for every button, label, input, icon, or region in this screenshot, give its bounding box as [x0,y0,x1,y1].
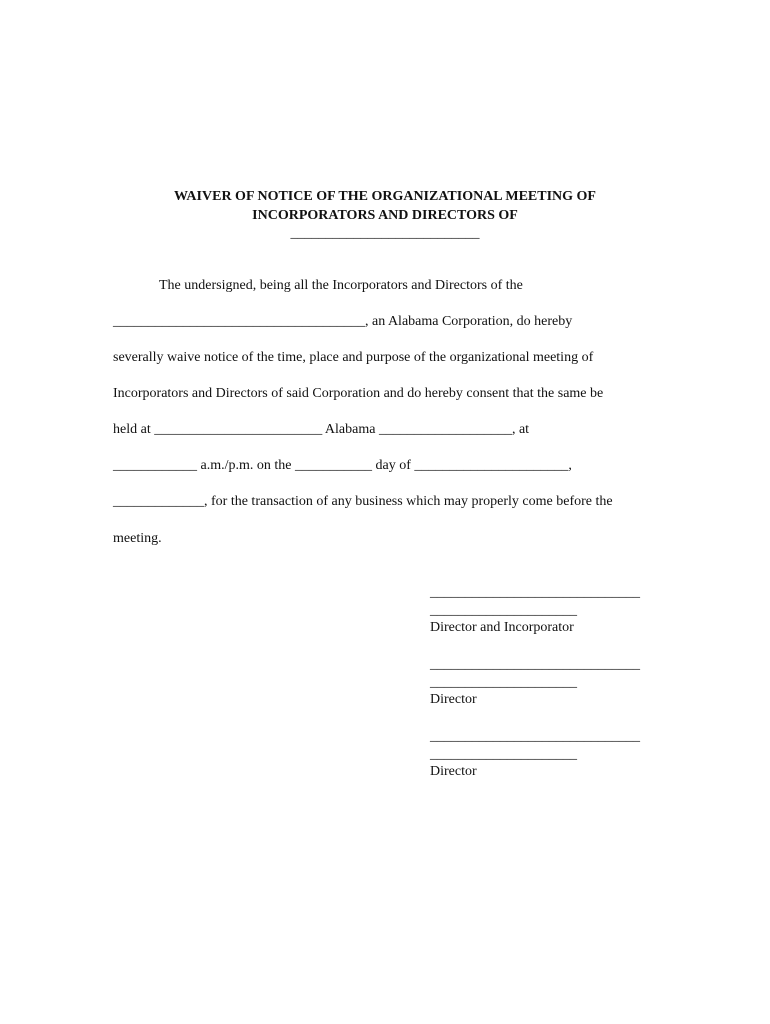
signature-role: Director [430,692,477,707]
signature-line: _____________________ [430,747,577,762]
body-paragraph-line: held at ________________________ Alabama ___________________, at [113,422,530,437]
body-paragraph-line: severally waive notice of the time, place and purpose of the organizational meeting of [113,350,594,365]
signature-line: _____________________ [430,675,577,690]
signature-line: _____________________ [430,603,577,618]
signature-line: ______________________________ [430,657,640,672]
body-paragraph-line: The undersigned, being all the Incorporators and Directors of the [159,278,523,293]
corporation-name-blank: ___________________________ [290,226,480,241]
body-paragraph-line: Incorporators and Directors of said Corporation and do hereby consent that the same be [113,386,604,401]
document-title-line-1: WAIVER OF NOTICE OF THE ORGANIZATIONAL MEETING OF [173,189,596,204]
signature-line: ______________________________ [430,729,640,744]
body-paragraph-line: ____________ a.m./p.m. on the ___________ day of ______________________, [113,458,572,473]
signature-line: ______________________________ [430,585,640,600]
body-paragraph-line: _____________, for the transaction of any business which may properly come before the [113,494,613,509]
signature-role: Director [430,764,477,779]
body-paragraph-line: ____________________________________, an Alabama Corporation, do hereby [113,314,573,329]
body-paragraph-line: meeting. [113,531,162,546]
signature-role: Director and Incorporator [430,620,574,635]
document-title-line-2: INCORPORATORS AND DIRECTORS OF [252,208,518,223]
